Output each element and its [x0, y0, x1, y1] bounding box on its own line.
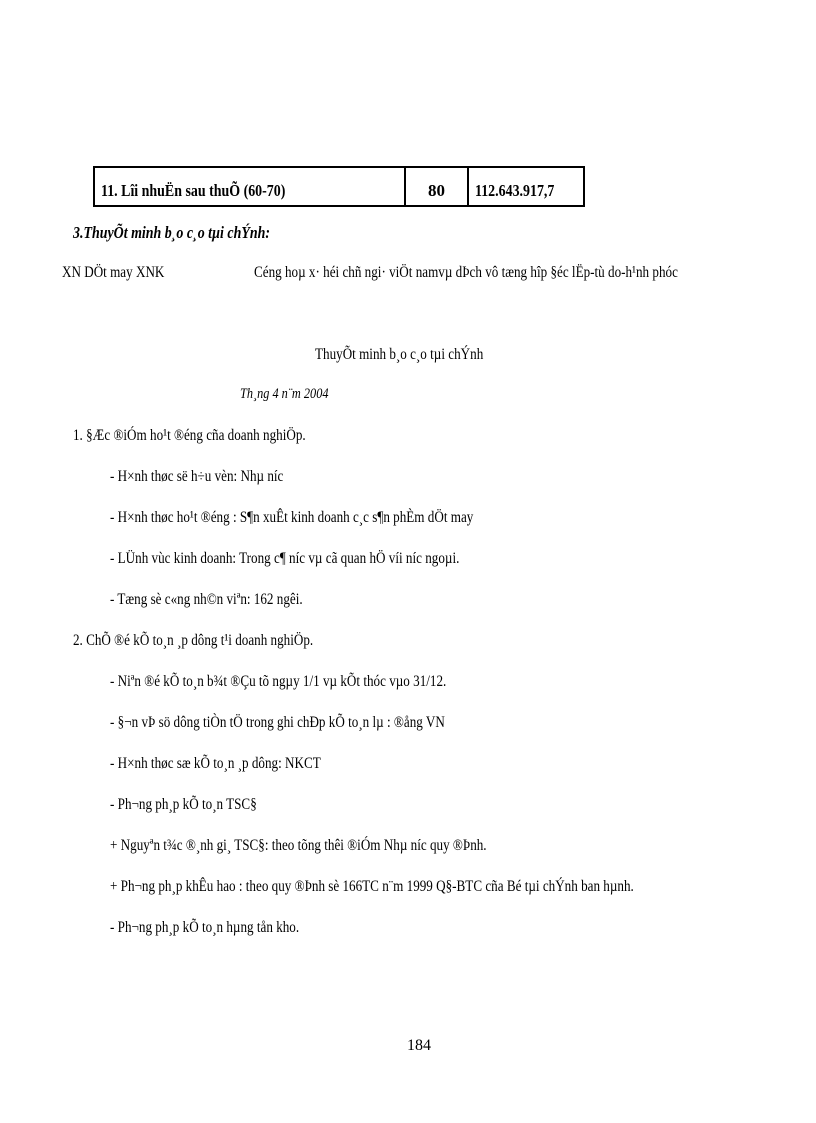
document-title: ThuyÕt minh b¸o c¸o tµi chÝnh	[315, 346, 484, 363]
valuation-principle-line: + Nguyªn t¾c ®¸nh gi¸ TSC§: theo tõng thêi ®iÓm Nhµ níc quy ®Þnh.	[110, 837, 487, 854]
ownership-line: - H×nh thøc së h÷u vèn: Nhµ níc	[110, 468, 284, 485]
financial-table-row	[93, 166, 585, 207]
bookkeeping-line: - H×nh thøc sæ kÕ to¸n ¸p dông: NKCT	[110, 755, 321, 772]
currency-line: - §¬n vÞ sö dông tiÒn tÖ trong ghi chÐp kÕ to¸n lµ : ®ång VN	[110, 714, 445, 731]
section-1-heading: 1. §Æc ®iÓm ho¹t ®éng cña doanh nghiÖp.	[73, 427, 306, 444]
section-heading: 3.ThuyÕt minh b¸o c¸o tµi chÝnh:	[73, 223, 271, 242]
row-code: 80	[428, 180, 445, 200]
fixed-asset-method-line: - Ph¬ng ph¸p kÕ to¸n TSC§	[110, 796, 257, 813]
section-2-heading: 2. ChÕ ®é kÕ to¸n ¸p dông t¹i doanh nghiÖp.	[73, 632, 314, 649]
inventory-method-line: - Ph¬ng ph¸p kÕ to¸n hµng tån kho.	[110, 919, 300, 936]
business-field-line: - LÜnh vùc kinh doanh: Trong c¶ níc vµ cã quan hÖ víi níc ngoµi.	[110, 550, 460, 567]
fiscal-year-line: - Niªn ®é kÕ to¸n b¾t ®Çu tõ ngµy 1/1 vµ kÕt thóc vµo 31/12.	[110, 673, 447, 690]
document-date: Th¸ng 4 n¨m 2004	[240, 386, 329, 402]
employee-count-line: - Tæng sè c«ng nh©n viªn: 162 ngêi.	[110, 591, 303, 608]
header-right: Céng hoµ x· héi chñ ngi· viÖt namvµ dÞch vô tæng hîp §éc lËp-tù do-h¹nh phóc	[254, 264, 678, 281]
page-number: 184	[407, 1037, 431, 1054]
header-left: XN DÖt may XNK	[62, 264, 165, 281]
depreciation-line: + Ph¬ng ph¸p khÊu hao : theo quy ®Þnh sè 166TC n¨m 1999 Q§-BTC cña Bé tµi chÝnh ban hµnh.	[110, 878, 634, 895]
operation-line: - H×nh thøc ho¹t ®éng : S¶n xuÊt kinh doanh c¸c s¶n phÈm dÖt may	[110, 509, 474, 526]
row-label: 11. Lîi nhuËn sau thuÕ (60-70)	[101, 180, 286, 200]
row-value: 112.643.917,7	[475, 180, 555, 200]
